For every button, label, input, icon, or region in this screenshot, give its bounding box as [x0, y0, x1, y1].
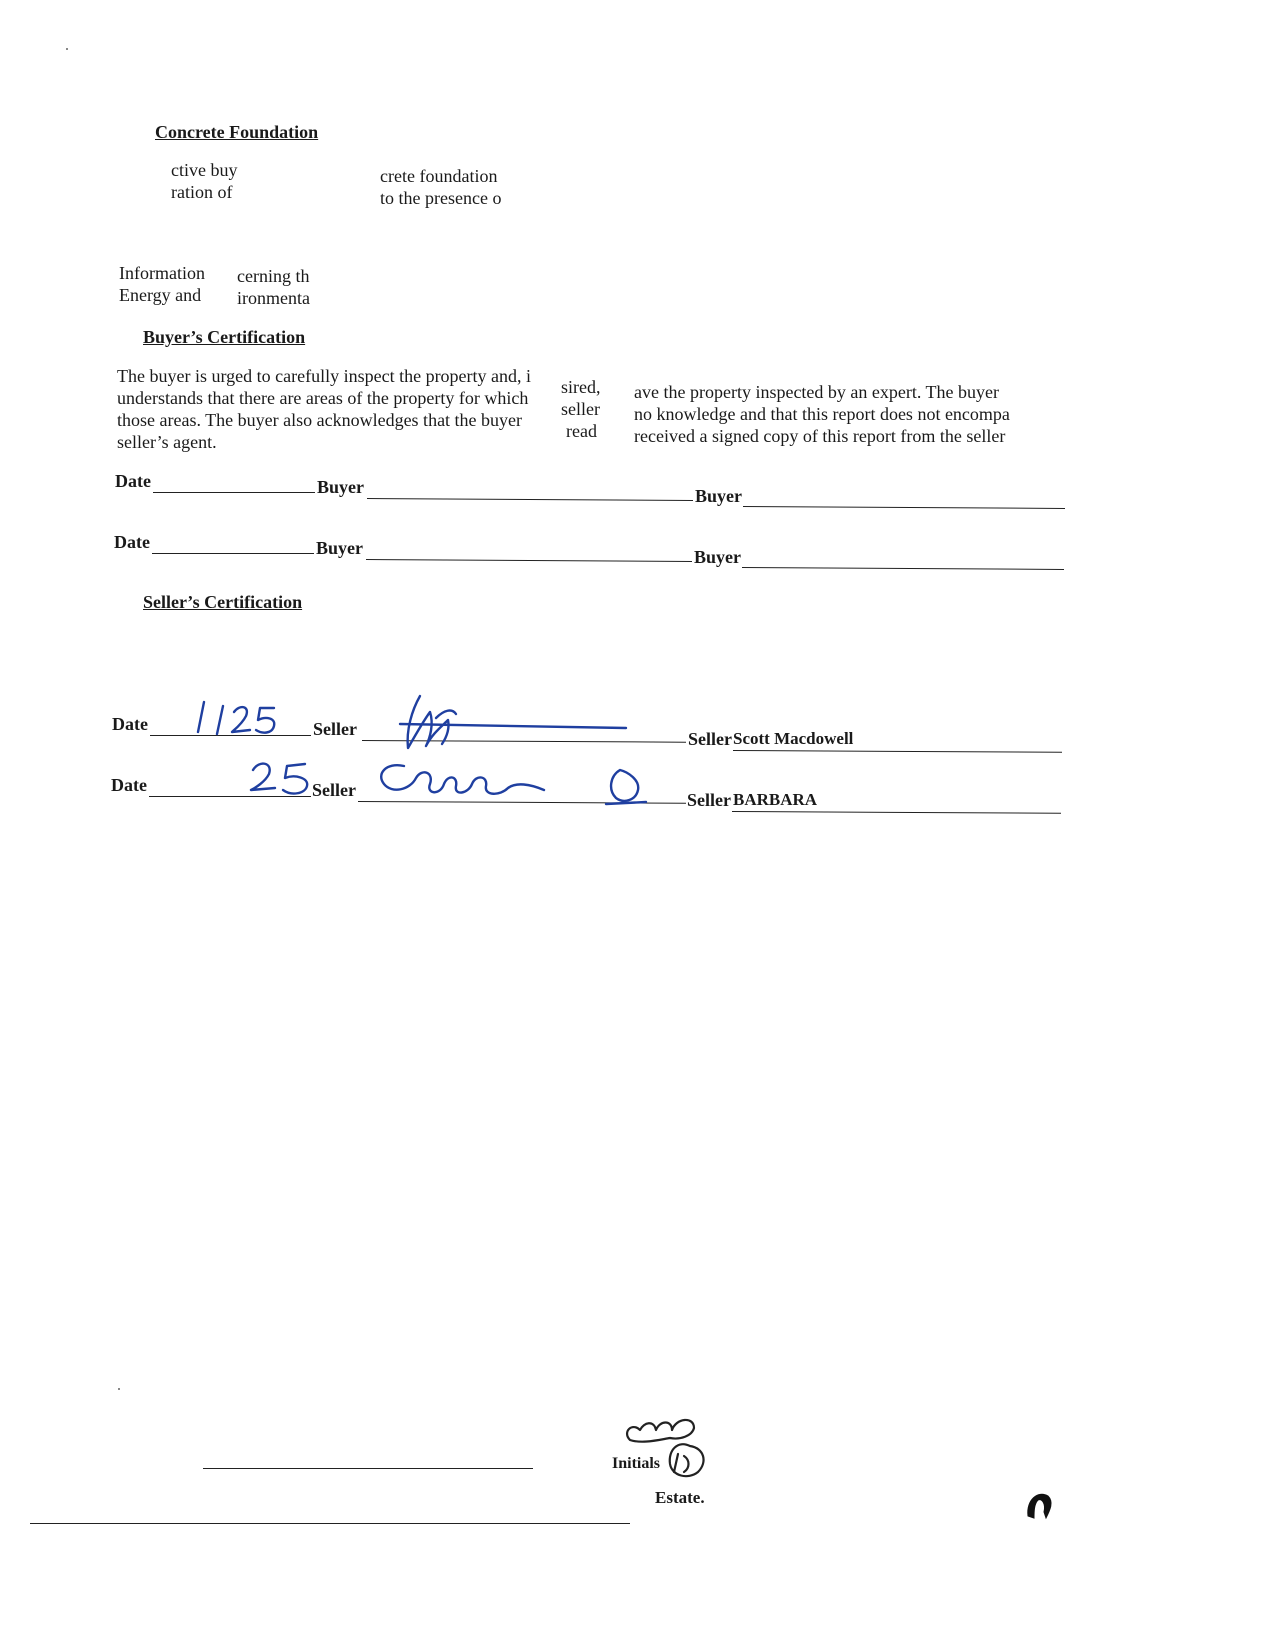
- buyers-certification-heading: Buyer’s Certification: [143, 327, 306, 347]
- seller1-signature: [390, 690, 635, 755]
- concrete-text-col2-line1: crete foundation: [380, 166, 498, 186]
- seller-row1-seller2-label: Seller: [688, 729, 732, 749]
- buyer-cert-col1-line1: The buyer is urged to carefully inspect the property and, i: [117, 366, 532, 386]
- handwritten-date-1: [190, 696, 300, 741]
- seller1-printed-name: Scott Macdowell: [733, 729, 854, 748]
- estate-text: Estate.: [655, 1488, 705, 1507]
- footer-long-line: [30, 1523, 630, 1524]
- buyer-cert-col2-line2: seller: [561, 399, 600, 419]
- buyer-row2-date-line[interactable]: [152, 553, 314, 554]
- buyer-cert-col1-line3: those areas. The buyer also acknowledges that the buyer: [117, 410, 523, 430]
- handwritten-date-2: [245, 756, 320, 801]
- scan-speck: [66, 48, 68, 50]
- buyer-row1-date-label: Date: [115, 471, 151, 491]
- buyer-row1-buyer2-label: Buyer: [695, 486, 742, 506]
- buyer-row1-date-line[interactable]: [153, 492, 315, 493]
- scan-speck: [118, 1388, 120, 1390]
- seller-row1-seller2-line[interactable]: [733, 750, 1062, 753]
- buyer-cert-col2-line3: read: [566, 421, 597, 441]
- buyer-row2-buyer2-line[interactable]: [742, 567, 1064, 570]
- footer-short-line: [203, 1468, 533, 1469]
- seller2-printed-name: BARBARA: [733, 790, 818, 809]
- sellers-certification-heading: Seller’s Certification: [143, 592, 303, 612]
- buyer-cert-col3-line2: no knowledge and that this report does not encompa: [634, 404, 1010, 424]
- concrete-foundation-heading: Concrete Foundation: [155, 122, 319, 142]
- seller-row1-seller1-label: Seller: [313, 719, 357, 739]
- buyer-row2-buyer2-label: Buyer: [694, 547, 741, 567]
- buyer-row1-buyer1-label: Buyer: [317, 477, 364, 497]
- seller-row2-seller2-line[interactable]: [732, 811, 1061, 814]
- seller-row1-date-label: Date: [112, 714, 148, 734]
- seller-row2-seller1-label: Seller: [312, 780, 356, 800]
- seller2-signature: [370, 754, 660, 812]
- concrete-text-col1-line1: ctive buy: [171, 160, 238, 180]
- buyer-cert-col1-line2: understands that there are areas of the property for which: [117, 388, 529, 408]
- buyer-cert-col1-line4: seller’s agent.: [117, 432, 217, 452]
- buyer-row2-buyer1-label: Buyer: [316, 538, 363, 558]
- info-text-col1-line1: Information: [119, 263, 205, 283]
- buyer-row1-buyer1-line[interactable]: [367, 498, 693, 501]
- buyer-cert-col3-line3: received a signed copy of this report from the seller: [634, 426, 1006, 446]
- corner-mark: [1022, 1488, 1056, 1522]
- buyer-cert-col3-line1: ave the property inspected by an expert. The buyer: [634, 382, 1000, 402]
- concrete-text-col1-line2: ration of: [171, 182, 233, 202]
- buyer-row2-date-label: Date: [114, 532, 150, 552]
- buyer-cert-col2-line1: sired,: [561, 377, 601, 397]
- initials-label: Initials: [612, 1455, 661, 1472]
- buyer-row2-buyer1-line[interactable]: [366, 559, 692, 562]
- concrete-text-col2-line2: to the presence o: [380, 188, 502, 208]
- initials-marks: [618, 1410, 718, 1490]
- info-text-col2-line2: ironmenta: [237, 288, 310, 308]
- info-text-col2-line1: cerning th: [237, 266, 310, 286]
- info-text-col1-line2: Energy and: [119, 285, 202, 305]
- buyer-row1-buyer2-line[interactable]: [743, 506, 1065, 509]
- seller-row2-seller2-label: Seller: [687, 790, 731, 810]
- seller-row2-date-label: Date: [111, 775, 147, 795]
